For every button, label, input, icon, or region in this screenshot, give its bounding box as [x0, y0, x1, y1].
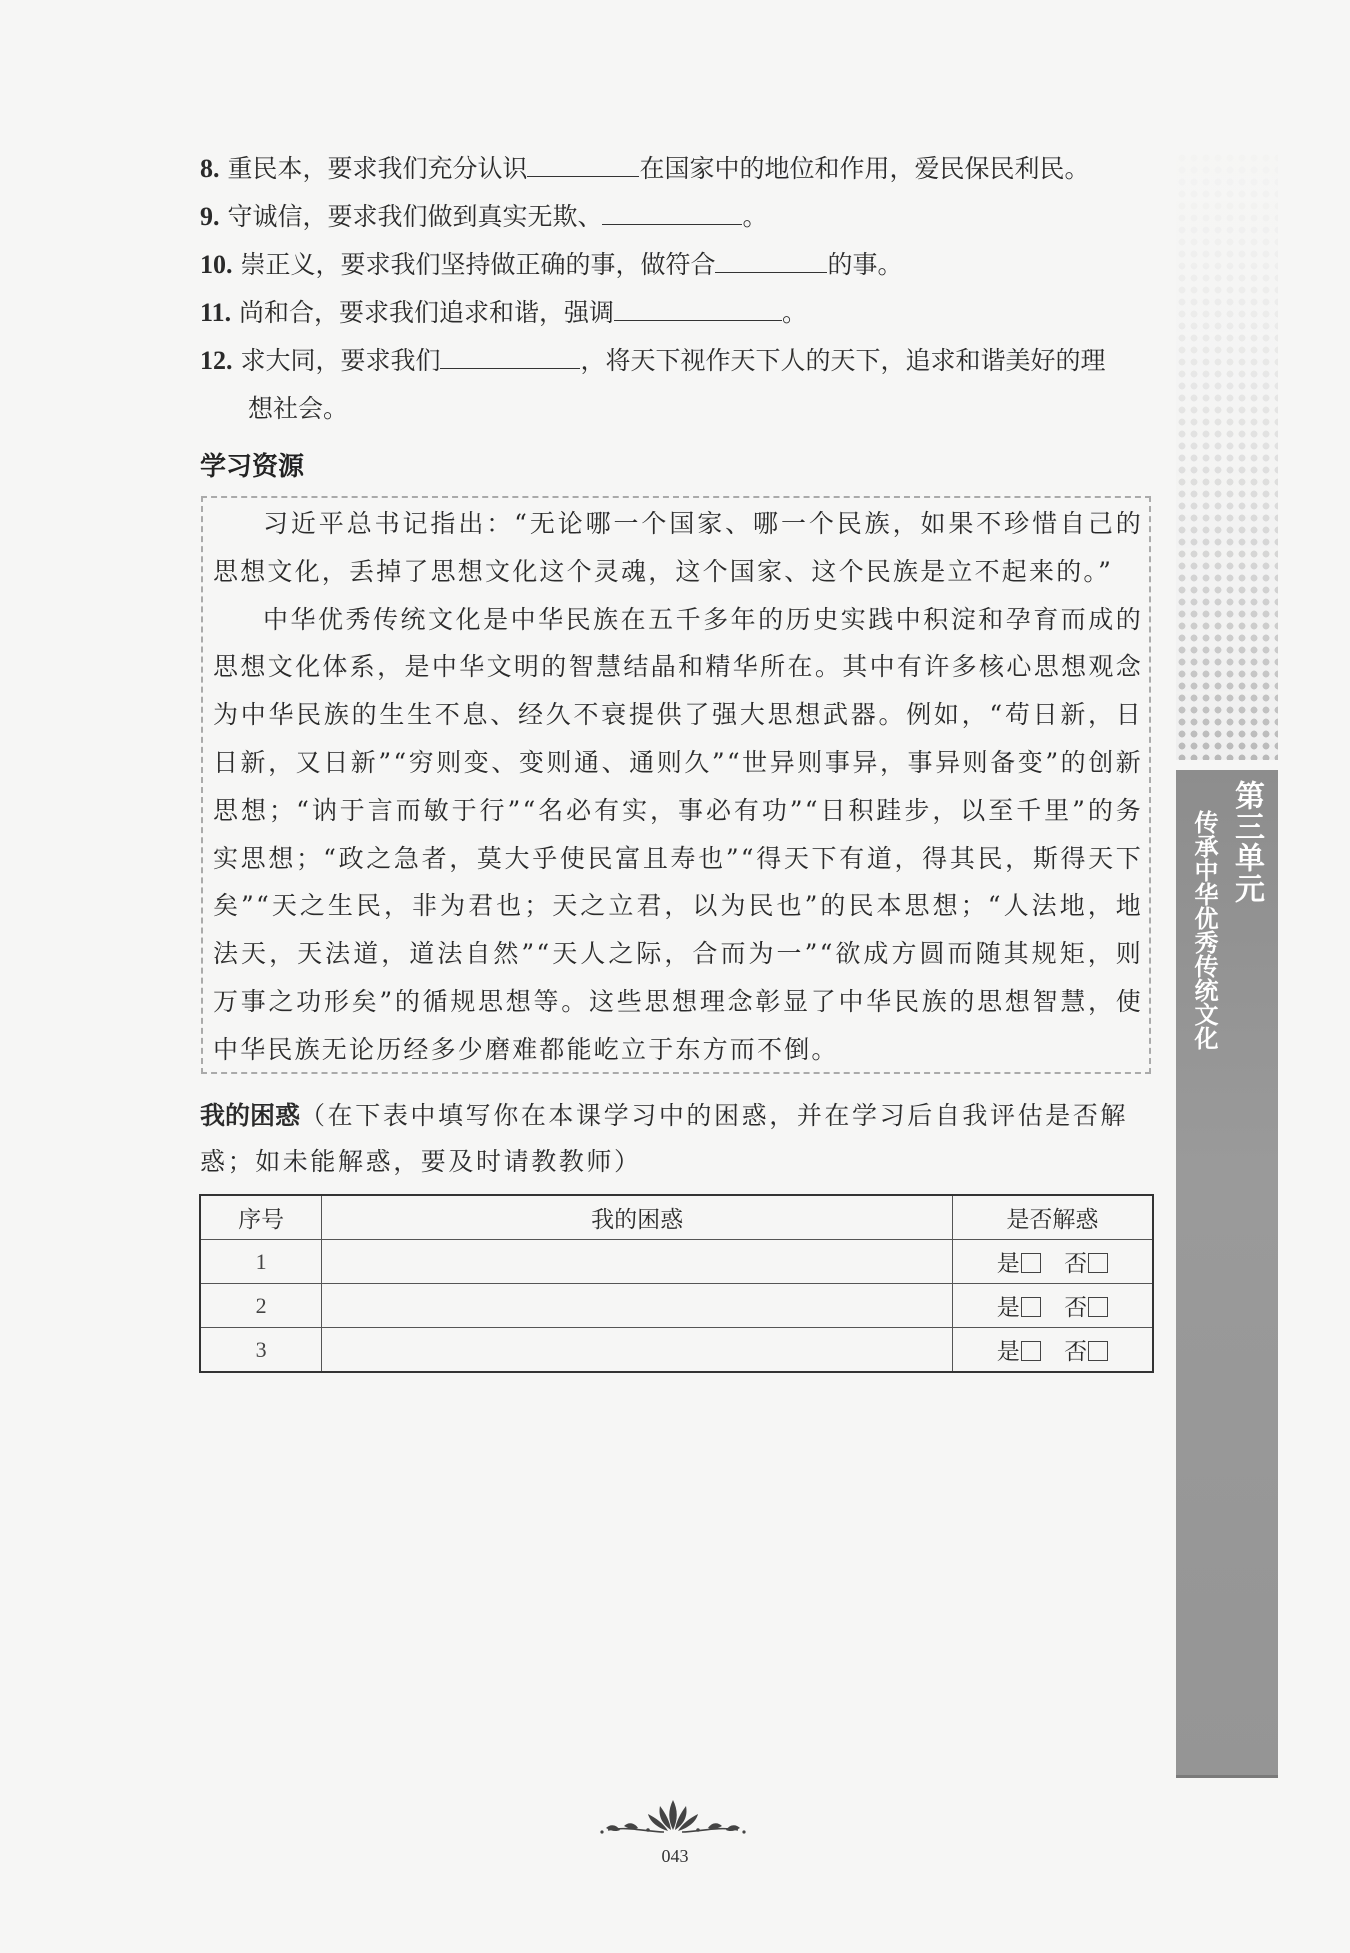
yes-checkbox[interactable] [1021, 1253, 1041, 1273]
resource-paragraph-2: 中华优秀传统文化是中华民族在五千多年的历史实践中积淀和孕育而成的思想文化体系，是中华文明的智慧结晶和精华所在。其中有许多核心思想观念为中华民族的生生不息、经久不衰提供了强大思想武器。例如，“苟日新，日日新，又日新”“穷则变、变则通、通则久”“世异则事异，事异则备变”的创新思想；“讷于言而敏于行”“名必有实，事必有功”“日积跬步，以至千里”的务实思想；“政之急者，莫大乎使民富且寿也”“得天下有道，得其民，斯得天下矣”“天之生民，非为君也；天之立君，以为民也”的民本思想；“人法地，地法天，天法道，道法自然”“天人之际，合而为一”“欲成方圆而随其规矩，则万事之功形矣”的循规思想等。这些思想理念彰显了中华民族的思想智慧，使中华民族无论历经多少磨难都能屹立于东方而不倒。 [213, 604, 1143, 1064]
header-confusion: 我的困惑 [322, 1195, 953, 1240]
question-number: 8. [200, 154, 220, 183]
answer-blank[interactable] [527, 154, 639, 177]
unit-side-tab [1176, 770, 1278, 1778]
dot-pattern-fade [1176, 152, 1278, 760]
yes-label: 是 [996, 1339, 1020, 1365]
question-number: 10. [200, 250, 233, 279]
resolved-cell [952, 1328, 1153, 1373]
no-checkbox[interactable] [1088, 1341, 1108, 1361]
question-text: 崇正义，要求我们坚持做正确的事，做符合 [240, 250, 716, 279]
confusion-table [199, 1194, 1154, 1373]
resolved-cell [952, 1240, 1153, 1284]
row-seq: 1 [200, 1240, 322, 1284]
table-row [200, 1284, 1153, 1328]
no-label: 否 [1064, 1339, 1088, 1365]
question-text: ，将天下视作天下人的天下，追求和谐美好的理 [580, 346, 1106, 375]
table-header-row [200, 1195, 1153, 1240]
page-number: 043 [661, 1846, 689, 1866]
confusion-cell[interactable] [322, 1284, 953, 1328]
resource-title: 学习资源 [200, 452, 305, 482]
yes-label: 是 [996, 1295, 1020, 1321]
question-9 [200, 202, 767, 232]
confusion-title: 我的困惑 [200, 1101, 301, 1130]
question-text: 在国家中的地位和作用，爱民保民利民。 [639, 154, 1090, 183]
question-12 [200, 346, 1105, 376]
question-text: 。 [782, 298, 808, 327]
resource-text [213, 500, 1143, 1074]
row-seq: 3 [200, 1328, 322, 1373]
answer-blank[interactable] [602, 202, 742, 225]
no-checkbox[interactable] [1088, 1297, 1108, 1317]
question-12-continuation: 想社会。 [248, 394, 349, 423]
yes-label: 是 [996, 1251, 1020, 1277]
confusion-cell[interactable] [322, 1240, 953, 1284]
header-resolved: 是否解惑 [952, 1195, 1153, 1240]
no-checkbox[interactable] [1088, 1253, 1108, 1273]
question-text: 求大同，要求我们 [240, 346, 441, 375]
confusion-cell[interactable] [322, 1328, 953, 1373]
row-seq: 2 [200, 1284, 322, 1328]
question-8 [200, 154, 1089, 184]
resource-paragraph-1: 习近平总书记指出：“无论哪一个国家、哪一个民族，如果不珍惜自己的思想文化，丢掉了思想文化这个灵魂，这个国家、这个民族是立不起来的。” [213, 509, 1143, 586]
question-10 [200, 250, 902, 280]
question-11 [200, 298, 807, 328]
table-row [200, 1328, 1153, 1373]
confusion-instruction: （在下表中填写你在本课学习中的困惑，并在学习后自我评估是否解惑；如未能解惑，要及时请教教师） [200, 1101, 1129, 1176]
header-seq: 序号 [200, 1195, 322, 1240]
question-text: 的事。 [827, 250, 903, 279]
answer-blank[interactable] [715, 250, 827, 273]
resolved-cell [952, 1284, 1153, 1328]
confusion-heading [200, 1093, 1155, 1185]
answer-blank[interactable] [440, 346, 580, 369]
question-number: 12. [200, 346, 233, 375]
table-row [200, 1240, 1153, 1284]
no-label: 否 [1064, 1251, 1088, 1277]
answer-blank[interactable] [614, 298, 782, 321]
yes-checkbox[interactable] [1021, 1297, 1041, 1317]
question-text: 重民本，要求我们充分认识 [227, 154, 528, 183]
question-text: 守诚信，要求我们做到真实无欺、 [227, 202, 603, 231]
yes-checkbox[interactable] [1021, 1341, 1041, 1361]
question-number: 9. [200, 202, 220, 231]
question-text: 尚和合，要求我们追求和谐，强调 [239, 298, 615, 327]
no-label: 否 [1064, 1295, 1088, 1321]
unit-label: 第三单元 [1229, 780, 1264, 904]
question-text: 。 [742, 202, 768, 231]
unit-theme: 传承中华优秀传统文化 [1190, 810, 1218, 1050]
question-number: 11. [200, 298, 232, 327]
floral-ornament-icon [598, 1796, 748, 1836]
